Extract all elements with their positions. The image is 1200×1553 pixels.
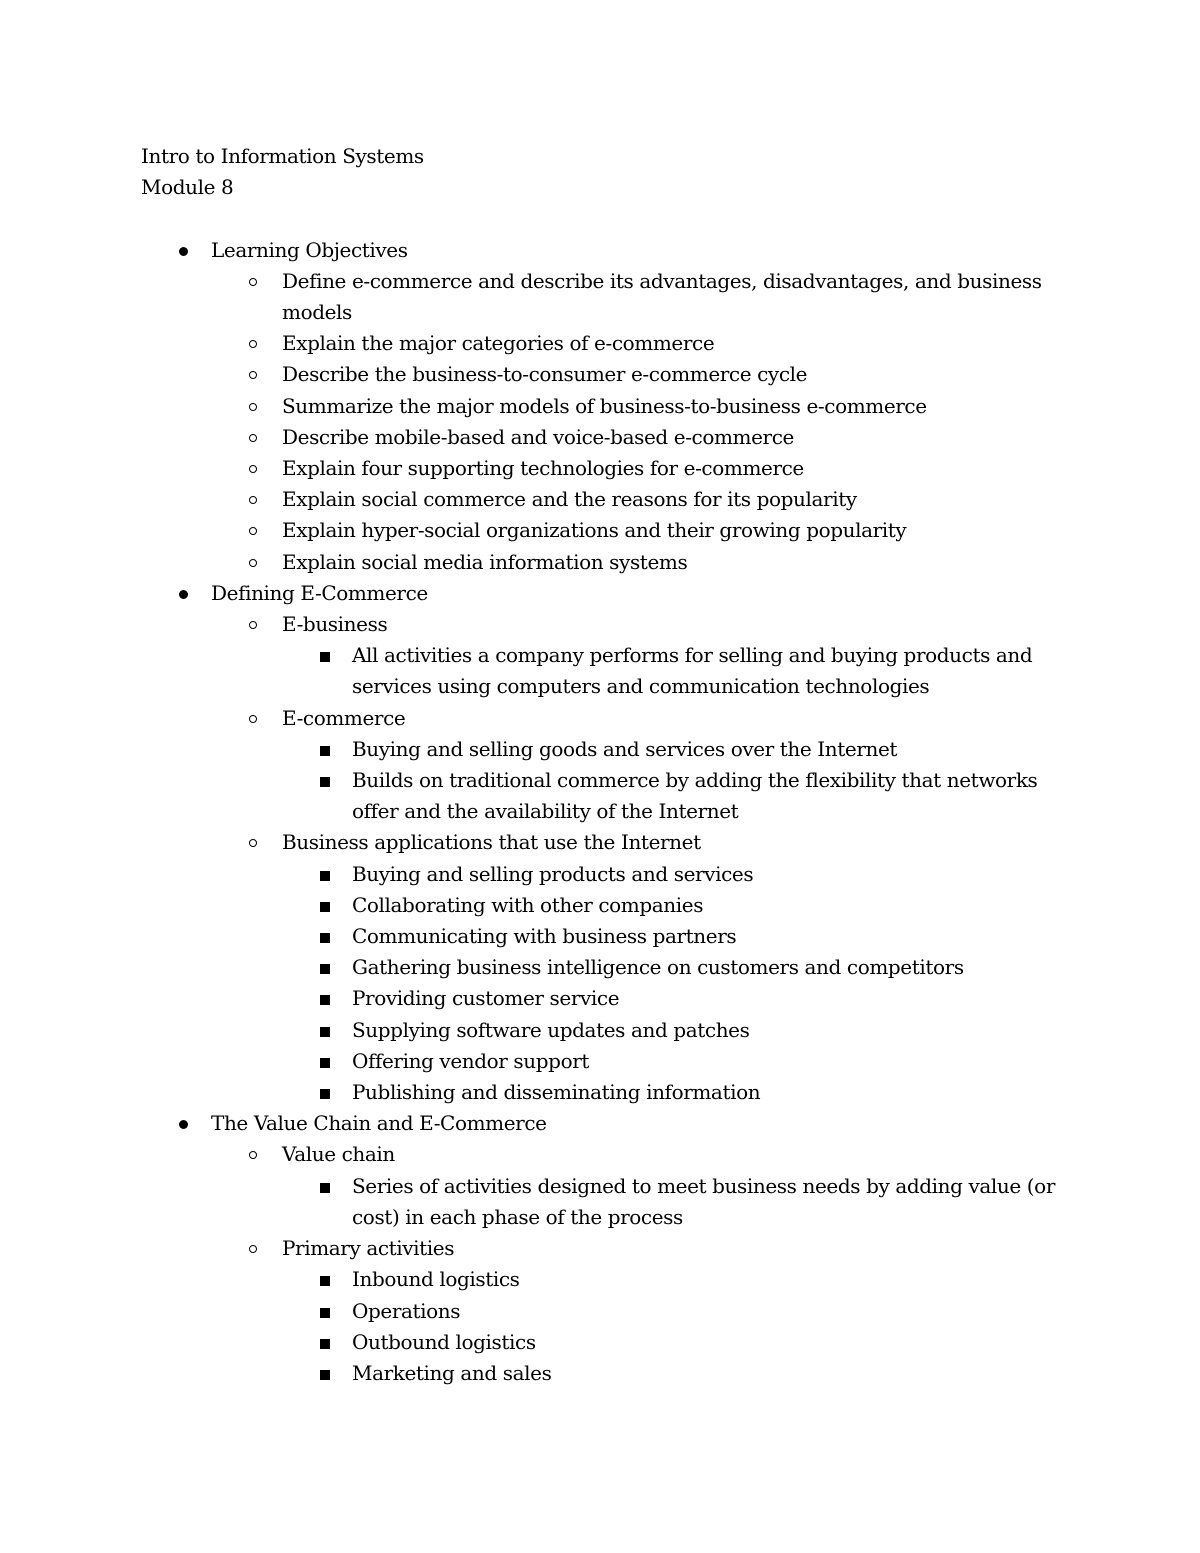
hollow-circle-bullet-icon — [249, 340, 257, 348]
square-bullet-icon — [320, 1089, 330, 1099]
square-bullet-icon — [320, 995, 330, 1005]
outline-item — [211, 547, 1071, 578]
item-text: Explain the major categories of e-commerce — [282, 331, 715, 356]
blank-line — [141, 203, 1071, 234]
subitem-text: Publishing and disseminating information — [352, 1080, 761, 1105]
subitem-text: Buying and selling goods and services over the Internet — [352, 736, 898, 761]
section-item-list — [211, 609, 1071, 1108]
item-text: Define e-commerce and describe its advantages, disadvantages, and business models — [282, 268, 1042, 324]
outline-item — [211, 1139, 1071, 1233]
outline-subitem — [282, 1296, 1071, 1327]
document-title: Intro to Information Systems — [141, 144, 424, 168]
outline-subitem — [282, 983, 1071, 1014]
subitem-list — [282, 640, 1071, 702]
hollow-circle-bullet-icon — [249, 465, 257, 473]
subitem-text: Outbound logistics — [352, 1329, 536, 1354]
subitem-text: Collaborating with other companies — [352, 892, 704, 917]
outline-subitem — [282, 1015, 1071, 1046]
square-bullet-icon — [320, 964, 330, 974]
hollow-circle-bullet-icon — [249, 839, 257, 847]
subitem-text: Gathering business intelligence on customers and competitors — [352, 955, 964, 980]
outline-item — [211, 827, 1071, 1108]
outline-subitem — [282, 1077, 1071, 1108]
square-bullet-icon — [320, 652, 330, 662]
outline-item — [211, 703, 1071, 828]
subitem-text: Inbound logistics — [352, 1267, 520, 1292]
outline-list — [141, 235, 1071, 1390]
outline-subitem — [282, 1171, 1071, 1233]
outline-subitem — [282, 765, 1071, 827]
hollow-circle-bullet-icon — [249, 371, 257, 379]
hollow-circle-bullet-icon — [249, 1245, 257, 1253]
section-heading: Learning Objectives — [211, 237, 408, 262]
outline-item — [211, 484, 1071, 515]
outline-subitem — [282, 1358, 1071, 1389]
item-text: E-commerce — [282, 705, 406, 730]
hollow-circle-bullet-icon — [249, 278, 257, 286]
item-text: Business applications that use the Internet — [282, 830, 701, 855]
subitem-text: Marketing and sales — [352, 1360, 552, 1385]
outline-item — [211, 453, 1071, 484]
outline-item — [211, 422, 1071, 453]
section-heading: The Value Chain and E-Commerce — [211, 1111, 547, 1136]
outline-subitem — [282, 952, 1071, 983]
item-text: Explain social commerce and the reasons for its popularity — [282, 487, 857, 512]
subitem-text: Series of activities designed to meet business needs by adding value (or cost) in each phase of the process — [352, 1173, 1055, 1229]
square-bullet-icon — [320, 902, 330, 912]
item-text: Explain four supporting technologies for e-commerce — [282, 456, 804, 481]
subitem-text: Offering vendor support — [352, 1048, 590, 1073]
item-text: Summarize the major models of business-to-business e-commerce — [282, 393, 927, 418]
item-text: Value chain — [282, 1142, 395, 1167]
section-item-list — [211, 266, 1071, 578]
square-bullet-icon — [320, 777, 330, 787]
subitem-list — [282, 1171, 1071, 1233]
subitem-text: Buying and selling products and services — [352, 861, 754, 886]
filled-circle-bullet-icon — [179, 1120, 188, 1129]
outline-item — [211, 359, 1071, 390]
outline-subitem — [282, 1264, 1071, 1295]
subitem-text: Supplying software updates and patches — [352, 1017, 750, 1042]
outline-section — [141, 578, 1071, 1108]
subitem-list — [282, 1264, 1071, 1389]
square-bullet-icon — [320, 1027, 330, 1037]
square-bullet-icon — [320, 1339, 330, 1349]
outline-item — [211, 609, 1071, 703]
filled-circle-bullet-icon — [179, 590, 188, 599]
subitem-text: Operations — [352, 1298, 461, 1323]
section-heading: Defining E-Commerce — [211, 580, 428, 605]
item-text: Explain social media information systems — [282, 549, 688, 574]
hollow-circle-bullet-icon — [249, 559, 257, 567]
outline-subitem — [282, 921, 1071, 952]
outline-subitem — [282, 640, 1071, 702]
outline-section — [141, 235, 1071, 578]
outline-item — [211, 1233, 1071, 1389]
subitem-text: Communicating with business partners — [352, 924, 737, 949]
subitem-list — [282, 859, 1071, 1109]
outline-subitem — [282, 1046, 1071, 1077]
item-text: Describe the business-to-consumer e-commerce cycle — [282, 362, 808, 387]
hollow-circle-bullet-icon — [249, 527, 257, 535]
hollow-circle-bullet-icon — [249, 715, 257, 723]
outline-item — [211, 515, 1071, 546]
square-bullet-icon — [320, 1183, 330, 1193]
document-content — [141, 141, 1071, 1389]
outline-subitem — [282, 859, 1071, 890]
square-bullet-icon — [320, 1276, 330, 1286]
subitem-list — [282, 734, 1071, 828]
outline-subitem — [282, 734, 1071, 765]
item-text: Primary activities — [282, 1236, 455, 1261]
item-text: E-business — [282, 612, 388, 637]
outline-subitem — [282, 890, 1071, 921]
hollow-circle-bullet-icon — [249, 496, 257, 504]
document-subtitle: Module 8 — [141, 175, 234, 200]
outline-item — [211, 266, 1071, 328]
square-bullet-icon — [320, 933, 330, 943]
outline-section — [141, 1108, 1071, 1389]
hollow-circle-bullet-icon — [249, 434, 257, 442]
square-bullet-icon — [320, 746, 330, 756]
hollow-circle-bullet-icon — [249, 621, 257, 629]
outline-item — [211, 391, 1071, 422]
square-bullet-icon — [320, 1370, 330, 1380]
square-bullet-icon — [320, 1058, 330, 1068]
square-bullet-icon — [320, 871, 330, 881]
subitem-text: Providing customer service — [352, 986, 620, 1011]
hollow-circle-bullet-icon — [249, 1151, 257, 1159]
item-text: Describe mobile-based and voice-based e-commerce — [282, 424, 794, 449]
item-text: Explain hyper-social organizations and their growing popularity — [282, 518, 907, 543]
outline-subitem — [282, 1327, 1071, 1358]
square-bullet-icon — [320, 1308, 330, 1318]
subitem-text: Builds on traditional commerce by adding the flexibility that networks offer and the availability of the Internet — [352, 768, 1038, 824]
subitem-text: All activities a company performs for selling and buying products and services using computers and communication technologies — [352, 643, 1033, 699]
hollow-circle-bullet-icon — [249, 403, 257, 411]
filled-circle-bullet-icon — [179, 247, 188, 256]
outline-item — [211, 328, 1071, 359]
section-item-list — [211, 1139, 1071, 1389]
